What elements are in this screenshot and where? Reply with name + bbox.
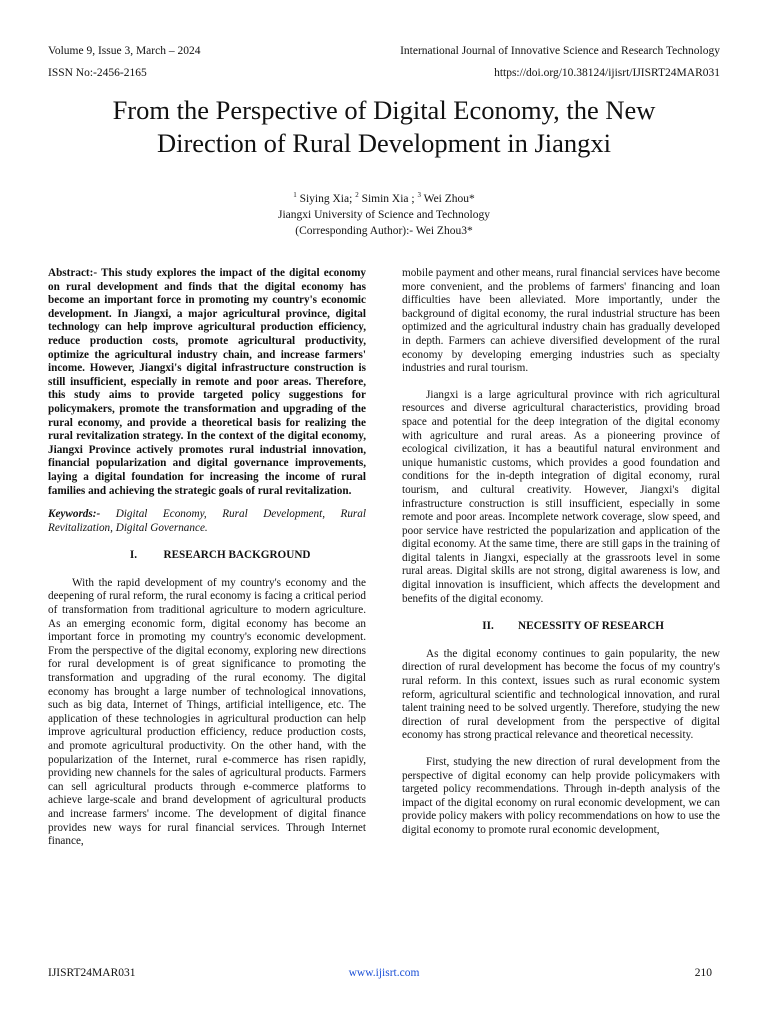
right-column xyxy=(402,267,720,838)
paper-title xyxy=(40,94,728,160)
author-2: Simin Xia ; xyxy=(358,193,418,205)
title-line-2: Direction of Rural Development in Jiangxi xyxy=(156,128,612,158)
author-3: Wei Zhou* xyxy=(420,193,475,205)
author-1: Siying Xia; xyxy=(296,193,356,205)
footer-code: IJISRT24MAR031 xyxy=(48,967,136,979)
section-heading-1 xyxy=(48,549,366,563)
section-1-number: I. xyxy=(129,549,138,562)
left-column xyxy=(48,267,366,849)
keywords xyxy=(48,508,366,535)
paragraph-jiangxi: Jiangxi is a large agricultural province with rich agricultural resources and diverse agricultural characteristics, providing broad space and potential for the deep integration of the digital economy with agriculture and rural areas. As a pioneering province of ecological civilization, it has a beautiful natural environment and unique humanistic customs, which provides a good foundation and conditions for the in-depth integration of digital economy, rural tourism, and cultural creativity. However, Jiangxi's digital infrastructure construction is still insufficient, especially in some remote and poor areas. Incomplete network coverage, slow speed, and poor service have restricted the popularization and application of the digital economy. At the same time, there are still gaps in the training of digital talents in Jiangxi, especially at the grassroots level in some rural areas. Digital skills are not strong, digital awareness is low, and digital innovation is insufficient, which affects the development and benefits of the digital economy. xyxy=(402,388,720,605)
author-list xyxy=(40,191,728,207)
footer-site-link[interactable]: www.ijisrt.com xyxy=(348,967,420,979)
author-3-number: 3 xyxy=(417,191,421,200)
section-1-title: RESEARCH BACKGROUND xyxy=(163,549,311,562)
affiliation: Jiangxi University of Science and Technology xyxy=(277,209,490,221)
section-2-number: II. xyxy=(482,620,494,633)
author-block xyxy=(40,191,728,239)
section-2-title: NECESSITY OF RESEARCH xyxy=(518,620,664,633)
paragraph-background: With the rapid development of my country's economy and the deepening of rural reform, the rural economy is facing a critical period of transformation from traditional agriculture to modern agriculture. As an emerging economic form, digital economy has become an important force in promoting my country's economic development. From the perspective of the digital economy, exploring new directions for rural development is of great significance to promoting the transformation and upgrading of the rural economy. The digital economy has brought a large number of technological innovations, such as big data, Internet of Things, artificial intelligence, etc. The application of these technologies in agricultural production can help improve agricultural production efficiency, reduce production costs, and promote agricultural productivity. On the other hand, with the popularization of the Internet, rural e-commerce has risen rapidly, providing new channels for the sales of agricultural products. Farmers can sell agricultural products through e-commerce platforms to achieve large-scale and brand development of agricultural products and increase farmers' income. The development of digital finance provides new ways for rural financial services. Through Internet finance, xyxy=(48,576,366,848)
paragraph-continued: mobile payment and other means, rural financial services have become more convenient, and the problems of farmers' financing and loan difficulties have been alleviated. More importantly, under the background of digital economy, the rural industrial structure has been optimized and the agricultural industry chain has gradually developed in depth. Farmers can achieve diversified development of the rural economy by developing emerging industries such as specialty industries and rural tourism. xyxy=(402,267,720,375)
author-2-number: 2 xyxy=(355,191,359,200)
header-doi[interactable]: https://doi.org/10.38124/ijisrt/IJISRT24MAR031 xyxy=(494,67,720,79)
title-line-1: From the Perspective of Digital Economy, the New xyxy=(112,95,656,125)
header-journal: International Journal of Innovative Science and Research Technology xyxy=(400,45,720,57)
keywords-text: Digital Economy, Rural Development, Rural Revitalization, Digital Governance. xyxy=(48,508,366,534)
paragraph-necessity: As the digital economy continues to gain popularity, the new direction of rural development has become the focus of my country's rural reform. In this context, issues such as rural economic system reform, agricultural scientific and technological innovation, and rural talent training need to be solved urgently. Therefore, studying the new direction of rural development from the perspective of digital economy has strong practical relevance and theoretical necessity. xyxy=(402,647,720,742)
keywords-label: Keywords:- xyxy=(48,508,101,521)
corresponding-author: (Corresponding Author):- Wei Zhou3* xyxy=(295,225,473,237)
paragraph-first: First, studying the new direction of rural development from the perspective of digital economy can help provide policymakers with targeted policy recommendations. Through in-depth analysis of the impact of the digital economy on rural economic development, we can provide policy makers with policy recommendations on how to use the digital economy to promote rural economic development, xyxy=(402,756,720,836)
page-number: 210 xyxy=(694,967,712,979)
abstract: Abstract:- This study explores the impact of the digital economy on rural development and finds that the digital economy has become an important force in promoting my country's economic development. In Jiangxi, a major agricultural province, digital technology can help improve agricultural production efficiency, reduce production costs, promote agricultural productivity, optimize the agricultural industry chain, and increase farmers' income. However, Jiangxi's digital infrastructure construction is still insufficient, especially in remote and poor areas. Therefore, this study aims to provide targeted policy suggestions for policymakers, promote the transformation and upgrading of the rural economy, and provide a theoretical basis for realizing the rural revitalization strategy. In the context of the digital economy, Jiangxi Province actively promotes rural industrial innovation, financial popularization and digital governance improvements, laying a digital foundation for increasing the income of rural families and achieving the strategic goals of rural revitalization. xyxy=(48,267,366,497)
header-issn: ISSN No:-2456-2165 xyxy=(48,67,147,79)
section-heading-2 xyxy=(402,620,720,634)
author-1-number: 1 xyxy=(293,191,297,200)
header-volume: Volume 9, Issue 3, March – 2024 xyxy=(48,45,201,57)
